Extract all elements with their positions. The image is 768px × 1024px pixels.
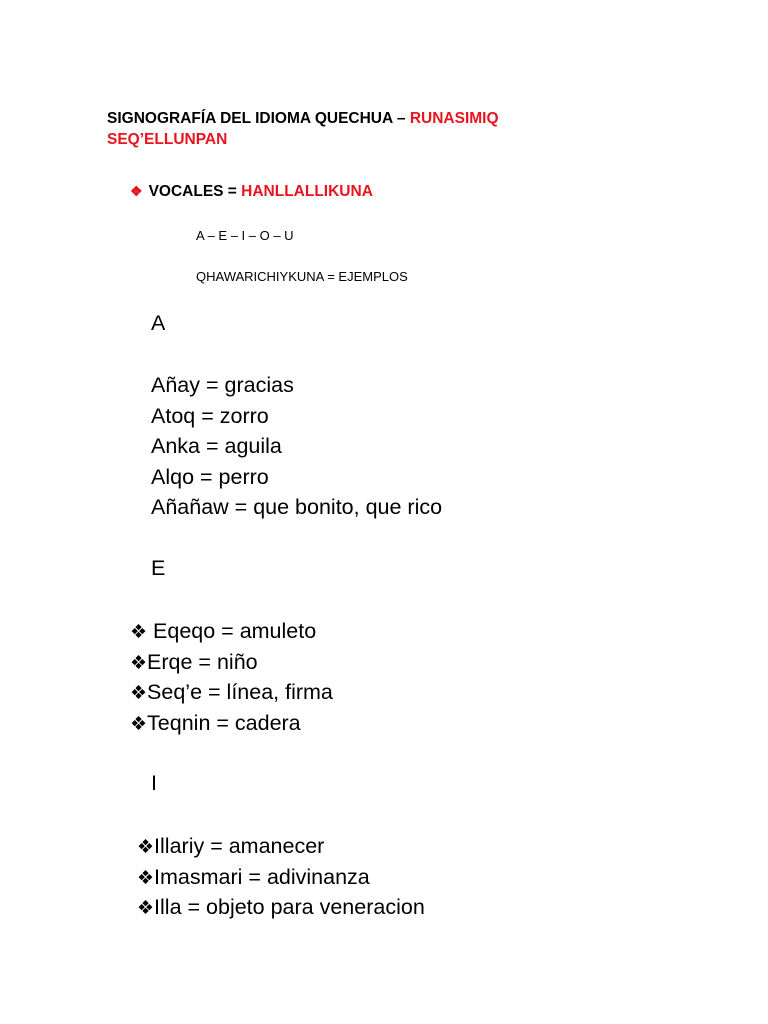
diamond-bullet-icon: ❖ bbox=[137, 898, 155, 919]
list-item: ❖Illariy = amanecer bbox=[137, 834, 325, 858]
list-item: Añay = gracias bbox=[151, 373, 294, 397]
title-black-text: SIGNOGRAFÍA DEL IDIOMA QUECHUA – bbox=[107, 110, 410, 127]
group-e-list bbox=[130, 616, 333, 738]
diamond-bullet-icon: ❖ bbox=[130, 683, 148, 704]
list-item: ❖Illa = objeto para veneracion bbox=[137, 895, 425, 919]
section-label-red: HANLLALLIKUNA bbox=[241, 183, 373, 200]
diamond-bullet-icon: ❖ bbox=[130, 713, 148, 735]
group-a-list bbox=[151, 370, 442, 523]
section-label: VOCALES = bbox=[148, 183, 242, 200]
list-item: Añañaw = que bonito, que rico bbox=[151, 495, 443, 519]
list-item: ❖Erqe = niño bbox=[130, 649, 258, 674]
diamond-bullet-icon: ❖ bbox=[137, 867, 155, 889]
list-item: Anka = aguila bbox=[151, 434, 282, 458]
diamond-bullet-icon: ❖ bbox=[137, 837, 155, 858]
examples-heading: QHAWARICHIYKUNA = EJEMPLOS bbox=[196, 269, 408, 284]
list-item: Alqo = perro bbox=[151, 464, 269, 489]
letter-a-heading: A bbox=[151, 311, 166, 335]
list-item: ❖Imasmari = adivinanza bbox=[137, 864, 370, 889]
title-red-text-line1: RUNASIMIQ bbox=[409, 110, 499, 127]
list-item: ❖Teqnin = cadera bbox=[130, 710, 301, 735]
diamond-bullet-icon: ❖ bbox=[130, 183, 143, 199]
group-i-list bbox=[137, 831, 425, 923]
list-item: ❖Seq’e = línea, firma bbox=[130, 680, 333, 704]
list-item: ❖ Eqeqo = amuleto bbox=[130, 619, 317, 643]
title-red-text-line2: SEQ’ELLUNPAN bbox=[107, 131, 228, 148]
diamond-bullet-icon: ❖ bbox=[130, 622, 148, 643]
document-title bbox=[107, 108, 499, 150]
letter-e-heading: E bbox=[151, 556, 166, 580]
list-item: Atoq = zorro bbox=[151, 403, 269, 428]
vowels-list: A – E – I – O – U bbox=[196, 228, 294, 243]
section-heading-vocales bbox=[130, 183, 373, 201]
diamond-bullet-icon: ❖ bbox=[130, 652, 148, 674]
letter-i-heading: I bbox=[151, 771, 157, 795]
